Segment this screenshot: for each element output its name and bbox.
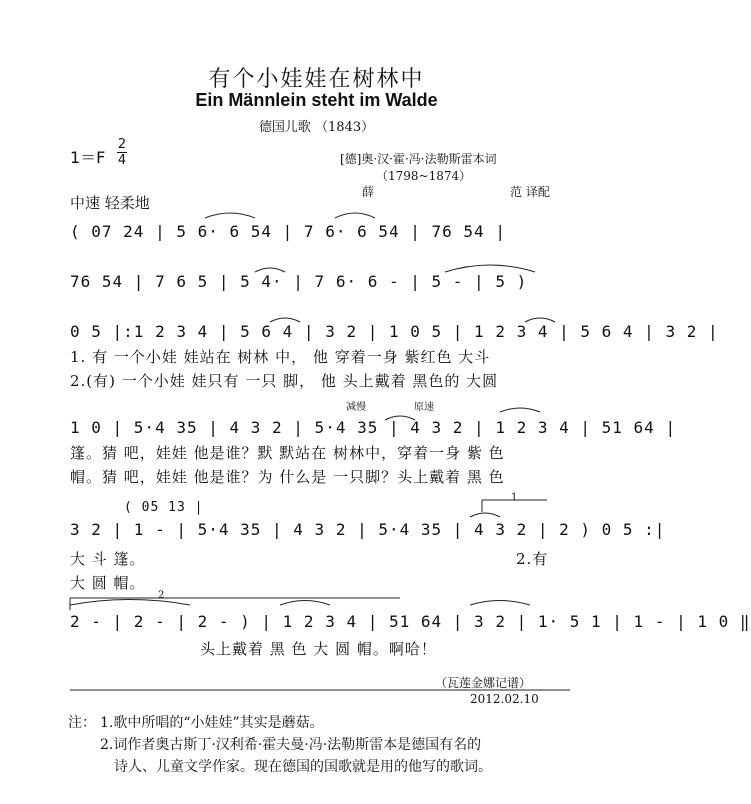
note-1: 1.歌中所唱的“小娃娃”其实是蘑菇。 [100,715,324,731]
lyric-row-4-verse-1: 篷。猜 吧，娃娃 他是谁？默 默站在 树林中，穿着一身 紫 色 [70,444,505,462]
note-2-continued: 诗人、儿童文学作家。现在德国的国歌就是用的他写的歌词。 [114,759,492,775]
time-signature-top: 2 [117,137,127,152]
dynamic-slow-down: 减慢 [346,402,366,413]
song-origin: 德国儿歌 （1843） [258,120,375,135]
score-row-1: ( 07 24 | 5 6· 6 54 | 7 6· 6 54 | 76 54 | [70,222,506,241]
lyricist-credit: [德]奥·汉·霍·冯·法勒斯雷本词 [340,152,497,166]
score-row-4: 1 0 | 5·4 35 | 4 3 2 | 5·4 35 | 4 3 2 | 1 2 3 4 | 51 64 | [70,418,677,437]
song-title: 有个小娃娃在树林中 [208,67,425,92]
lyric-row-4-verse-2: 帽。猜 吧，娃娃 他是谁？为 什么是 一只脚？头上戴着 黑 色 [70,468,505,486]
lyric-row-3-verse-1: 1. 有 一个小娃 娃站在 树林 中， 他 穿着一身 紫红色 大斗 [70,348,491,366]
lyric-row-5-right: 2.有 [516,550,549,568]
lyric-row-5-verse-1: 大 斗 篷。 [70,550,146,568]
lyric-row-6: 头上戴着 黑 色 大 圆 帽。啊哈！ [200,640,437,658]
score-row-2: 76 54 | 7 6 5 | 5 4· | 7 6· 6 - | 5 - | 5 ) [70,272,528,291]
time-signature-bottom: 4 [117,153,127,168]
song-subtitle: Ein Männlein steht im Walde [195,90,438,110]
lyricist-years: （1798~1874） [376,169,472,183]
score-row-5: 3 2 | 1 - | 5·4 35 | 4 3 2 | 5·4 35 | 4 3 2 | 2 ) 0 5 :| [70,520,666,539]
translator-credit: 薛 [362,185,375,199]
lyric-row-3-verse-2: 2.(有) 一个小娃 娃只有 一只 脚， 他 头上戴着 黑色的 大圆 [70,372,499,390]
transcriber-credit: （瓦莲金娜记谱） [435,676,532,690]
score-row-5-upper: ( 05 13 | [124,500,204,515]
notes-label: 注： [68,715,96,731]
key-signature: 1＝F [70,148,106,167]
arranger-credit: 范 译配 [510,185,550,199]
lyric-row-5-verse-2: 大 圆 帽。 [70,574,146,592]
tempo-marking: 中速 轻柔地 [70,194,150,212]
transcription-date: 2012.02.10 [470,692,539,706]
score-row-6: 2 - | 2 - | 2 - ) | 1 2 3 4 | 51 64 | 3 2 | 1· 5 1 | 1 - | 1 0 ‖ [70,612,751,631]
note-2: 2.词作者奥古斯丁·汉利希·霍夫曼·冯·法勒斯雷本是德国有名的 [100,737,482,753]
score-row-3: 0 5 |:1 2 3 4 | 5 6 4 | 3 2 | 1 0 5 | 1 2 3 4 | 5 6 4 | 3 2 | [70,322,719,341]
dynamic-a-tempo: 原速 [414,402,434,413]
volta-1-label: 1 [511,492,518,503]
volta-2-label: 2 [158,590,165,601]
